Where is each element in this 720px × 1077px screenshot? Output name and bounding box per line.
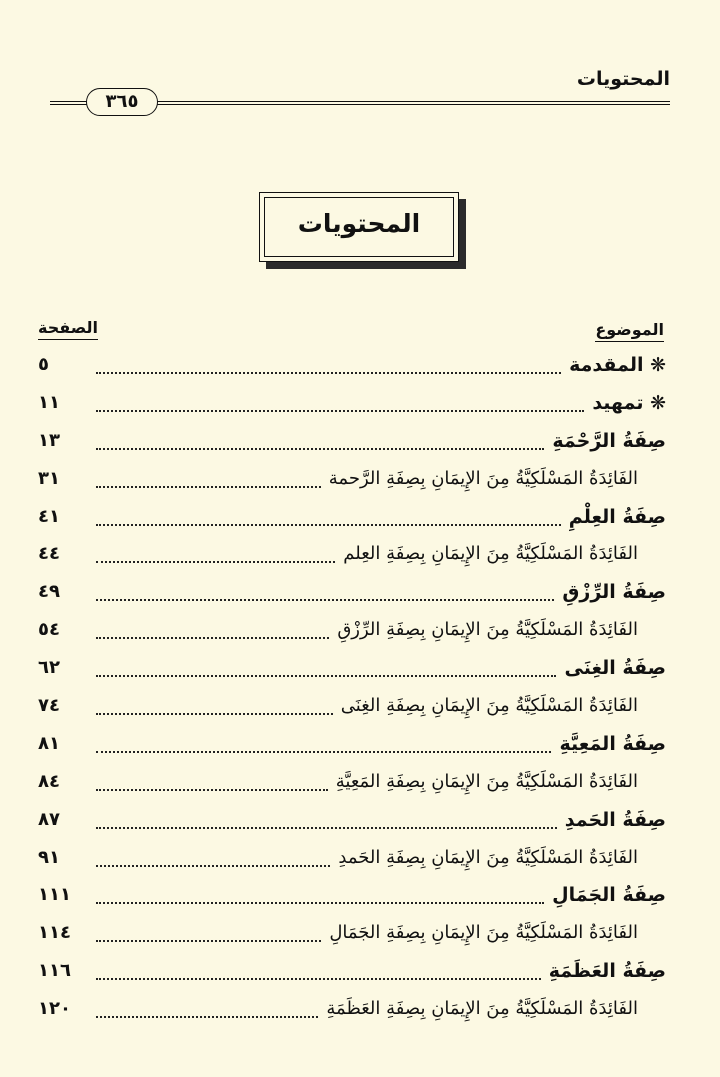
toc-entry[interactable] xyxy=(38,691,668,729)
page-number: ٣٦٥ xyxy=(86,88,158,116)
toc-entry-title: الفَائِدَةُ المَسْلَكِيَّةُ مِنَ الإِيمَانِ بِصِفَةِ الرَّحمة xyxy=(328,467,638,489)
toc-entry-title: الفَائِدَةُ المَسْلَكِيَّةُ مِنَ الإِيمَانِ بِصِفَةِ الرِّزْقِ xyxy=(337,619,638,641)
toc-entry-title: صِفَةُ الحَمدِ xyxy=(564,808,666,831)
toc-entry-page: ٤٤ xyxy=(38,543,60,565)
toc-entry-title: ❋ المقدمة xyxy=(569,354,666,376)
toc-entry[interactable] xyxy=(38,426,668,464)
toc-leader-dots xyxy=(96,410,584,412)
toc-leader-dots xyxy=(96,599,554,601)
toc-leader-dots xyxy=(96,524,561,526)
toc-entry-title: صِفَةُ العِلْمِ xyxy=(568,505,666,528)
toc-entry-page: ٤١ xyxy=(38,505,60,527)
toc-leader-dots xyxy=(96,675,556,677)
toc-entry-title: الفَائِدَةُ المَسْلَكِيَّةُ مِنَ الإِيمَانِ بِصِفَةِ العَظَمَةِ xyxy=(326,998,638,1020)
toc-entry-page: ٣١ xyxy=(38,467,60,489)
toc-leader-dots xyxy=(96,486,321,488)
toc-entry[interactable] xyxy=(38,843,668,881)
toc-entry[interactable] xyxy=(38,502,668,540)
toc-entry-page: ١١١ xyxy=(38,884,71,906)
table-of-contents xyxy=(38,350,668,1032)
toc-leader-dots xyxy=(96,713,333,715)
toc-entry[interactable] xyxy=(38,729,668,767)
toc-entry-page: ٨٧ xyxy=(38,808,60,830)
toc-entry-title: الفَائِدَةُ المَسْلَكِيَّةُ مِنَ الإِيمَانِ بِصِفَةِ الجَمَالِ xyxy=(329,922,638,944)
toc-entry-page: ٧٤ xyxy=(38,695,60,717)
toc-entry[interactable] xyxy=(38,539,668,577)
toc-entry-title: صِفَةُ الجَمَالِ xyxy=(552,884,666,907)
toc-entry-page: ١١ xyxy=(38,391,60,413)
toc-entry-title: صِفَةُ العَظَمَةِ xyxy=(548,960,666,983)
toc-entry-title: ❋ تمهيد xyxy=(592,391,666,414)
contents-title-box xyxy=(259,192,459,262)
toc-leader-dots xyxy=(96,902,544,904)
toc-entry-page: ٥ xyxy=(38,354,49,375)
toc-entry-title: صِفَةُ المَعِيَّةِ xyxy=(559,732,666,755)
toc-entry[interactable] xyxy=(38,994,668,1032)
toc-leader-dots xyxy=(96,940,321,942)
toc-entry[interactable] xyxy=(38,880,668,918)
header-rule-left xyxy=(50,101,88,105)
toc-entry-title: الفَائِدَةُ المَسْلَكِيَّةُ مِنَ الإِيمَانِ بِصِفَةِ الغِنَى xyxy=(340,695,638,717)
toc-entry[interactable] xyxy=(38,577,668,615)
toc-leader-dots xyxy=(96,978,541,980)
topic-column-header: الموضوع xyxy=(595,320,664,342)
toc-leader-dots xyxy=(96,827,557,829)
contents-title: المحتويات xyxy=(297,209,421,238)
toc-leader-dots xyxy=(96,789,328,791)
toc-entry[interactable] xyxy=(38,615,668,653)
toc-entry[interactable] xyxy=(38,350,668,388)
toc-entry-title: صِفَةُ الرِّزْقِ xyxy=(562,581,666,604)
toc-leader-dots xyxy=(96,751,551,753)
toc-leader-dots xyxy=(96,1016,318,1018)
toc-entry-title: صِفَةُ الغِنَى xyxy=(564,657,666,680)
toc-entry[interactable] xyxy=(38,956,668,994)
header-rule xyxy=(155,101,670,105)
page-column-header: الصفحة xyxy=(38,318,98,340)
toc-entry-page: ١١٤ xyxy=(38,922,71,944)
toc-entry-title: صِفَةُ الرَّحْمَةِ xyxy=(552,429,666,452)
toc-entry-page: ٨١ xyxy=(38,732,60,754)
toc-entry-title: الفَائِدَةُ المَسْلَكِيَّةُ مِنَ الإِيمَانِ بِصِفَةِ المَعِيَّةِ xyxy=(335,770,638,792)
toc-entry-page: ٨٤ xyxy=(38,770,60,792)
toc-entry-title: الفَائِدَةُ المَسْلَكِيَّةُ مِنَ الإِيمَانِ بِصِفَةِ العِلم xyxy=(343,543,638,565)
toc-leader-dots xyxy=(96,865,330,867)
toc-entry-page: ٩١ xyxy=(38,846,60,868)
toc-leader-dots xyxy=(96,372,561,374)
toc-entry-page: ١٣ xyxy=(38,429,60,451)
toc-entry[interactable] xyxy=(38,805,668,843)
toc-entry-page: ١٢٠ xyxy=(38,998,71,1020)
toc-leader-dots xyxy=(96,448,544,450)
toc-leader-dots xyxy=(96,637,329,639)
toc-entry[interactable] xyxy=(38,918,668,956)
toc-entry-page: ٥٤ xyxy=(38,619,60,641)
toc-entry[interactable] xyxy=(38,388,668,426)
toc-entry-page: ٤٩ xyxy=(38,581,60,603)
toc-entry[interactable] xyxy=(38,464,668,502)
toc-entry-page: ١١٦ xyxy=(38,960,71,982)
toc-entry[interactable] xyxy=(38,653,668,691)
running-title: المحتويات xyxy=(576,68,670,90)
toc-entry[interactable] xyxy=(38,767,668,805)
toc-leader-dots xyxy=(96,561,335,563)
toc-entry-page: ٦٢ xyxy=(38,657,60,679)
page-header xyxy=(40,68,670,118)
toc-entry-title: الفَائِدَةُ المَسْلَكِيَّةُ مِنَ الإِيمَانِ بِصِفَةِ الحَمدِ xyxy=(338,846,638,868)
